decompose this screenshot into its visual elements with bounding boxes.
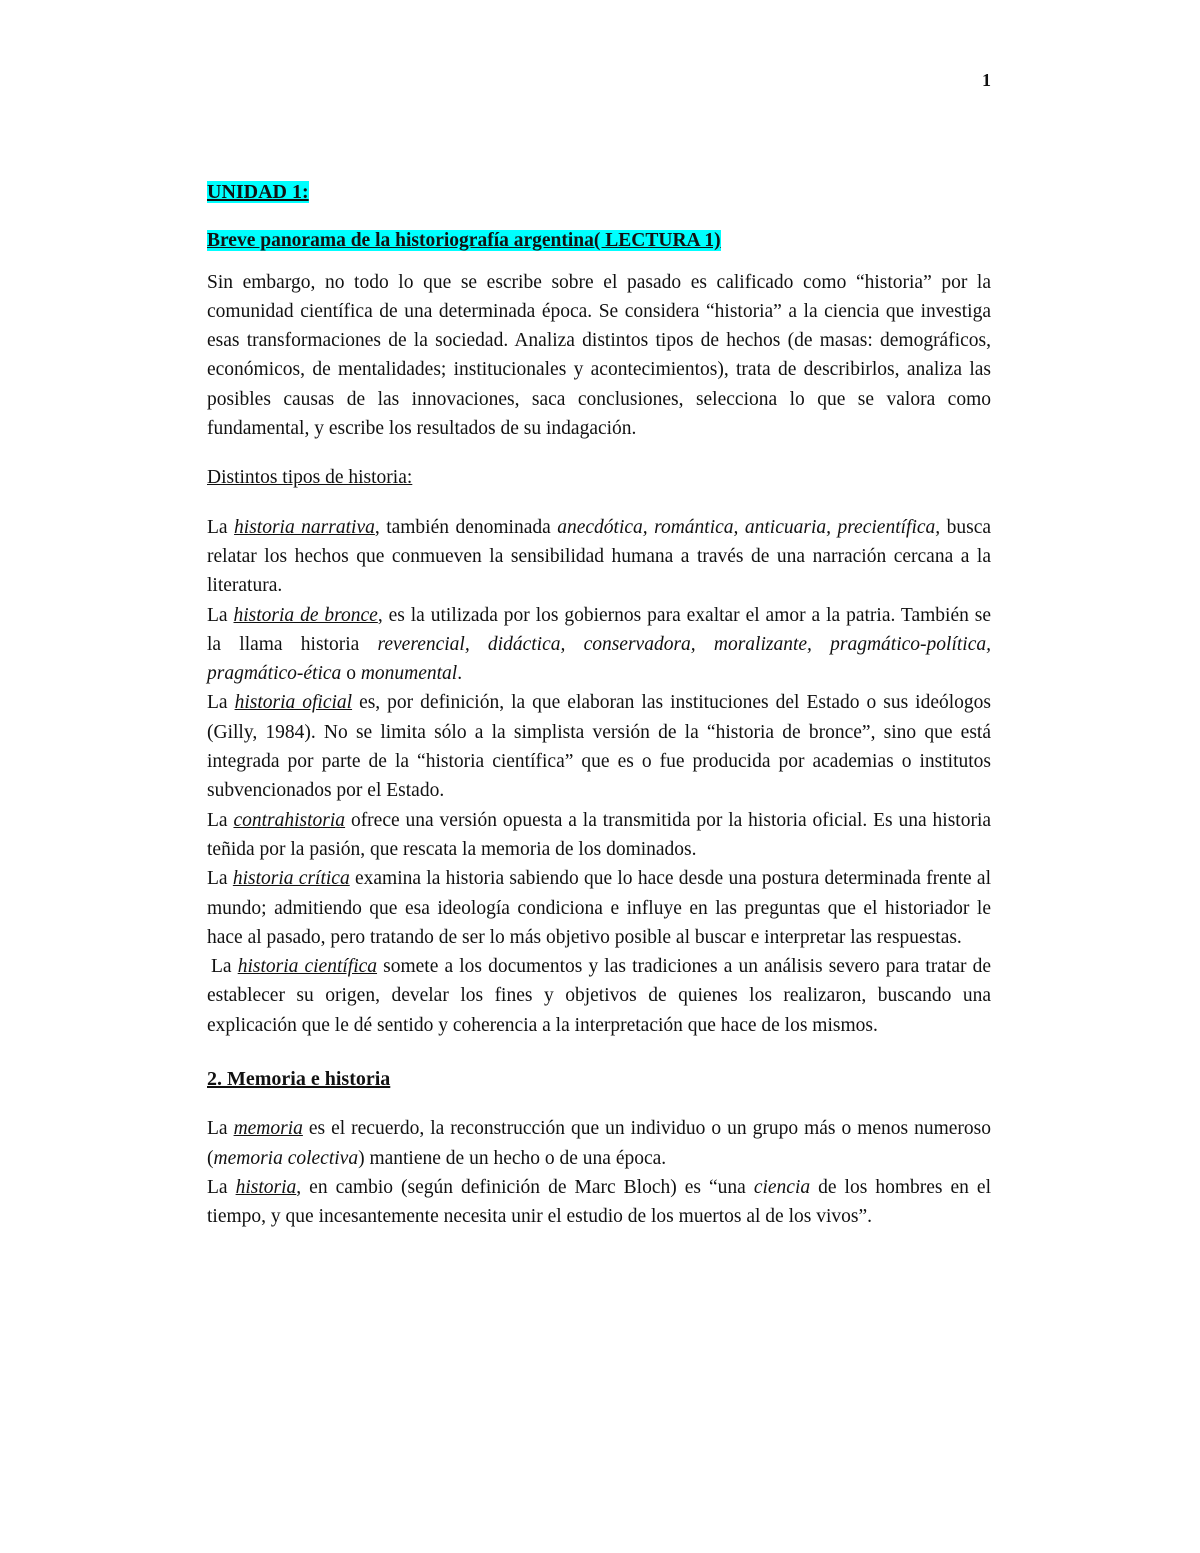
- bronce-text-2: o: [341, 663, 361, 685]
- critica-la: La: [207, 868, 228, 890]
- contrahistoria-la: La: [207, 809, 228, 831]
- cientifica-la: La: [211, 956, 232, 978]
- page-number: 1: [982, 70, 991, 90]
- critica-text-1: examina la historia sabiendo que lo hace desde una postura determinada frente al mundo; admitiendo que esa ideología condiciona e influye en las preguntas que el historiador le hace al pasado, pero tratando de ser lo más objetivo posible al buscar e interpretar las respuestas.: [207, 868, 991, 948]
- narrativa-text-2: busca relatar los hechos que conmueven la sensibilidad humana a través de una narración cercana a la literatura.: [207, 516, 992, 597]
- term-historia: historia: [235, 1176, 297, 1198]
- section-2-heading: 2. Memoria e historia: [207, 1068, 391, 1091]
- term-historia-critica: historia crítica: [232, 868, 350, 890]
- document-body: [207, 178, 991, 1232]
- bronce-text-1: , es la utilizada por los gobiernos para exaltar el amor a la patria. También se la llama historia: [207, 604, 991, 655]
- paragraph-memoria: [207, 1114, 991, 1173]
- paragraph-contrahistoria: [207, 806, 991, 865]
- paragraph-historia-definicion: [207, 1173, 991, 1232]
- intro-paragraph: Sin embargo, no todo lo que se escribe sobre el pasado es calificado como “historia” por la comunidad científica de una determinada época. Se considera “historia” a la ciencia que investiga esas transformaciones de la sociedad. Analiza distintos tipos de hechos (de masas: demográficos, económicos, de mentalidades; institucionales y acontecimientos), trata de describirlos, analiza las posibles causas de las innovaciones, saca conclusiones, selecciona lo que se valora como fundamental, y escribe los resultados de su indagación.: [207, 271, 991, 440]
- types-heading: [207, 463, 991, 492]
- paragraph-historia-narrativa: [207, 513, 991, 601]
- contrahistoria-text-1: ofrece una versión opuesta a la transmitida por la historia oficial. Es una historia teñida por la pasión, que rescata la memoria de los dominados.: [207, 809, 992, 860]
- historia-text-1: , en cambio (según definición de Marc Bloch) es “una: [296, 1176, 754, 1198]
- term-historia-narrativa: historia narrativa: [234, 516, 375, 538]
- bronce-adjective-monumental: monumental: [360, 663, 458, 685]
- paragraph-historia-cientifica: [207, 952, 991, 1040]
- unit-title-text: UNIDAD 1:: [207, 181, 309, 203]
- unit-title: [207, 178, 991, 207]
- narrativa-adjectives: anecdótica, romántica, anticuaria, precientífica,: [557, 516, 941, 538]
- term-historia-oficial: historia oficial: [234, 692, 353, 714]
- bronce-la: La: [207, 604, 228, 626]
- term-memoria: memoria: [233, 1118, 303, 1140]
- paragraph-historia-oficial: [207, 688, 991, 805]
- memoria-la: La: [207, 1118, 228, 1140]
- narrativa-la: La: [207, 516, 228, 538]
- cientifica-text-1: somete a los documentos y las tradiciones a un análisis severo para tratar de establecer su origen, develar los fines y objetivos de quienes los realizaron, buscando una explicación que le dé sentido y coherencia a la interpretación que hace de los mismos.: [207, 956, 991, 1036]
- bronce-text-3: .: [457, 663, 463, 685]
- oficial-la: La: [207, 692, 228, 714]
- memoria-text-2: ) mantiene de un hecho o de una época.: [358, 1147, 667, 1169]
- term-contrahistoria: contrahistoria: [233, 809, 346, 831]
- lecture-title-text: Breve panorama de la historiografía argentina( LECTURA 1): [207, 230, 721, 252]
- historia-la: La: [207, 1176, 228, 1198]
- lecture-title: [207, 226, 991, 255]
- term-historia-cientifica: historia científica: [237, 956, 378, 978]
- narrativa-text-1: , también denominada: [374, 516, 558, 538]
- memoria-text-1: es el recuerdo, la reconstrucción que un individuo o un grupo más o menos numeroso (: [207, 1118, 991, 1169]
- paragraph-historia-bronce: [207, 601, 991, 689]
- term-historia-bronce: historia de bronce: [233, 604, 378, 626]
- historia-text-2: de los hombres en el tiempo, y que incesantemente necesita unir el estudio de los muertos al de los vivos”.: [207, 1176, 991, 1228]
- term-ciencia: ciencia: [753, 1176, 811, 1198]
- paragraph-historia-critica: [207, 864, 991, 952]
- bronce-adjectives: reverencial, didáctica, conservadora, moralizante, pragmático-política, pragmático-ética: [207, 633, 991, 685]
- types-heading-text: Distintos tipos de historia:: [207, 467, 413, 489]
- oficial-text-1: es, por definición, la que elaboran las instituciones del Estado o sus ideólogos (Gilly, 1984). No se limita sólo a la simplista versión de la “historia de bronce”, sino que está integrada por parte de la “historia científica” que es o fue producida por academias o institutos subvencionados por el Estado.: [207, 692, 991, 802]
- term-memoria-colectiva: memoria colectiva: [213, 1147, 359, 1169]
